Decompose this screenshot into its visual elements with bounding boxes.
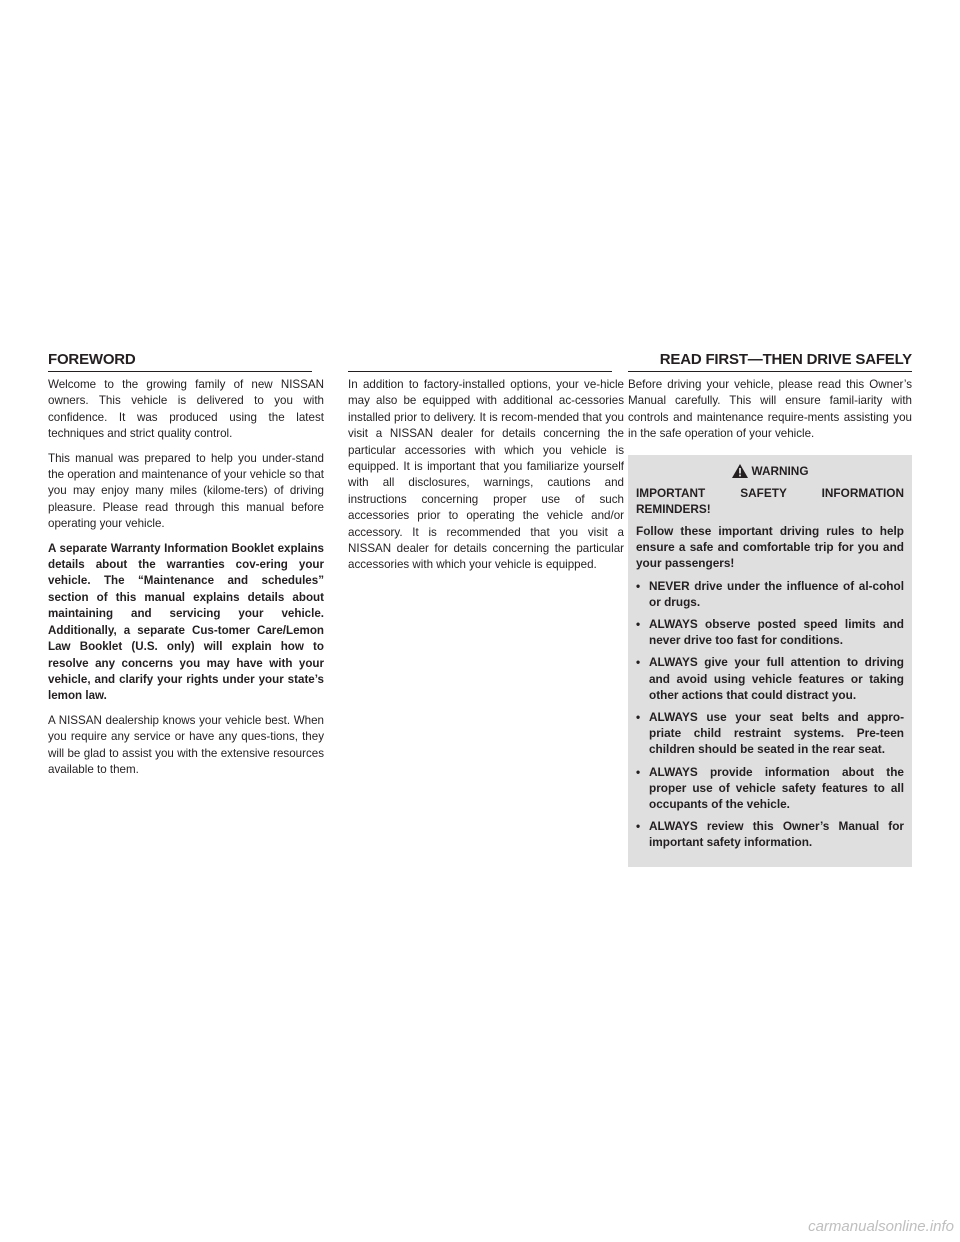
warning-item xyxy=(636,818,904,850)
warning-important-info: IMPORTANT SAFETY INFORMATION REMINDERS! xyxy=(636,485,904,516)
read-first-heading: READ FIRST—THEN DRIVE SAFELY xyxy=(659,351,912,368)
bullet-icon: • xyxy=(636,655,641,670)
foreword-column-2 xyxy=(348,377,624,582)
warning-item xyxy=(636,616,904,648)
warning-item-text: ALWAYS provide information about the proper use of vehicle safety features to all occupants of the vehicle. xyxy=(649,764,904,812)
warning-header xyxy=(636,459,904,483)
warning-item xyxy=(636,578,904,610)
warning-triangle-icon xyxy=(731,463,749,479)
foreword-paragraph-welcome: Welcome to the growing family of new NISSAN owners. This vehicle is delivered to you with confidence. It was produced using the latest techniques and strict quality control. xyxy=(48,378,324,441)
read-first-intro: Before driving your vehicle, please read this Owner’s Manual carefully. This will ensure famil-iarity with controls and maintenance require-ments assisting you in the safe operation of your vehicle. xyxy=(628,378,912,441)
read-first-column xyxy=(628,377,912,867)
foreword-paragraph-warranty: A separate Warranty Information Booklet explains details about the warranties cov-ering your vehicle. The “Maintenance and schedules” section of this manual explains details about maintaining and servicing your vehicle. Additionally, a separate Cus-tomer Care/Lemon Law Booklet (U.S. only) will explain how to resolve any concerns you may have with your vehicle, and clarify your rights under your state’s lemon law. xyxy=(48,541,324,703)
watermark: carmanualsonline.info xyxy=(808,1218,954,1235)
foreword-paragraph-accessories: In addition to factory-installed options, your ve-hicle may also be equipped with additional ac-cessories installed prior to delivery. It is recom-mended that you visit a NISSAN dealer for details concerning the particular accessories with which you vehicle is equipped. It is important that you familiarize yourself with all disclosures, warnings, cautions and instructions concerning proper use of such accessories prior to operating the vehicle and/or accessory. It is recommended that you visit a NISSAN dealer for details concerning the particular accessories with which your vehicle is equipped. xyxy=(348,378,624,572)
warning-title: WARNING xyxy=(751,463,809,478)
warning-item-text: NEVER drive under the influence of al-cohol or drugs. xyxy=(649,578,904,609)
warning-item-text: ALWAYS observe posted speed limits and never drive too fast for conditions. xyxy=(649,617,904,648)
bullet-icon: • xyxy=(636,617,641,632)
bullet-icon: • xyxy=(636,819,641,834)
warning-item-text: ALWAYS use your seat belts and appro-priate child restraint systems. Pre-teen children should be seated in the rear seat. xyxy=(649,710,904,757)
foreword-column-1 xyxy=(48,377,324,786)
warning-item-text: ALWAYS review this Owner’s Manual for important safety information. xyxy=(649,819,904,850)
foreword-heading: FOREWORD xyxy=(48,351,136,368)
warning-item-text: ALWAYS give your full attention to driving and avoid using vehicle features or taking other actions that could distract you. xyxy=(649,655,904,702)
warning-item xyxy=(636,764,904,813)
warning-item xyxy=(636,654,904,703)
bullet-icon: • xyxy=(636,764,641,779)
bullet-icon: • xyxy=(636,710,641,725)
warning-box xyxy=(628,455,912,867)
warning-item xyxy=(636,709,904,758)
bullet-icon: • xyxy=(636,578,641,593)
foreword-paragraph-dealership: A NISSAN dealership knows your vehicle best. When you require any service or have any ques-tions, they will be glad to assist you with the extensive resources available to them. xyxy=(48,713,324,776)
warning-list xyxy=(636,578,904,851)
heading-rule-right xyxy=(628,371,912,372)
foreword-paragraph-manual-purpose: This manual was prepared to help you under-stand the operation and maintenance of your vehicle so that you may enjoy many miles (kilome-ters) of driving pleasure. Please read through this manual before operating your vehicle. xyxy=(48,451,324,531)
warning-driving-rules: Follow these important driving rules to help ensure a safe and comfortable trip for you and your passengers! xyxy=(636,524,904,571)
heading-rule-left xyxy=(48,371,312,372)
heading-rule-middle xyxy=(348,371,612,372)
